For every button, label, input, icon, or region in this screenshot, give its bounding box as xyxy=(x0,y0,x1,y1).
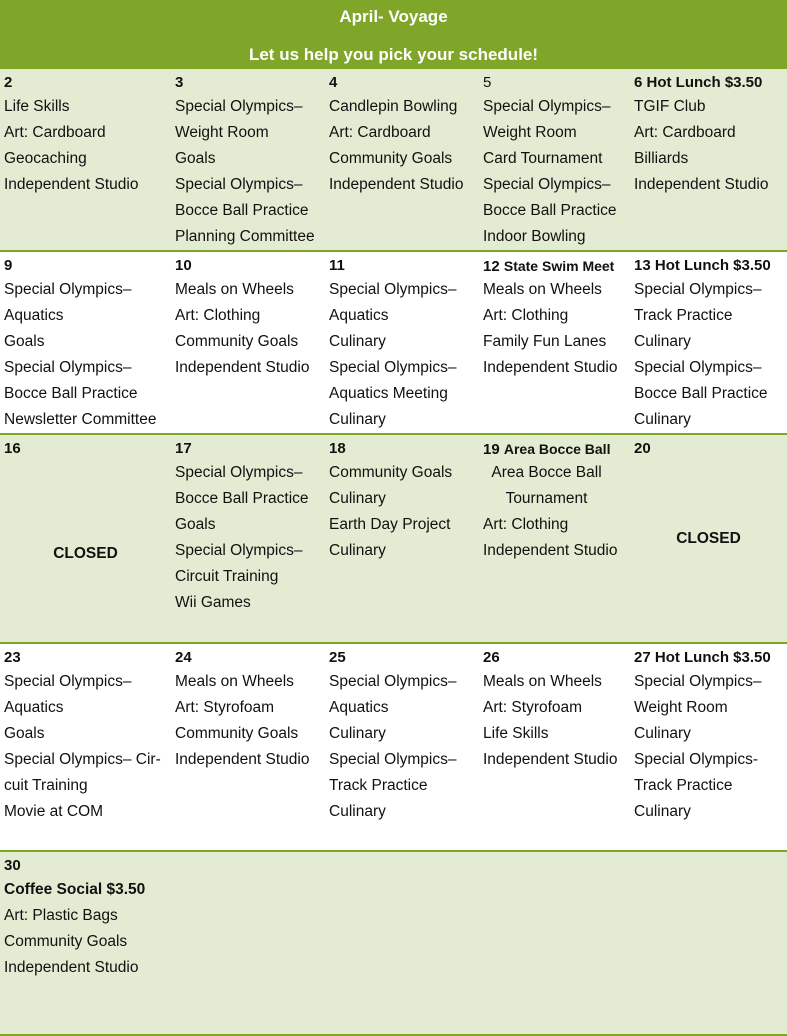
activity-item: Coffee Social $3.50 xyxy=(4,881,146,898)
activity-item: Circuit Training xyxy=(175,568,279,585)
day-number xyxy=(175,256,325,277)
day-cell-17 xyxy=(171,435,325,642)
day-number xyxy=(329,73,479,94)
activity-item: Culinary xyxy=(329,725,386,742)
activity-item: Art: Clothing xyxy=(175,307,261,324)
day-number-label: 12 xyxy=(483,258,500,275)
day-number xyxy=(483,256,630,277)
day-number xyxy=(175,73,325,94)
activity-item: Art: Styrofoam xyxy=(483,699,583,716)
day-number xyxy=(175,648,325,669)
day-cell-6 xyxy=(630,69,787,250)
activity-item: Community Goals xyxy=(329,150,453,167)
activity-item: Special Olympics– Cir- xyxy=(4,751,161,768)
week-row xyxy=(0,852,787,1036)
activity-item: Area Bocce Ball xyxy=(491,464,602,481)
activity-item: Meals on Wheels xyxy=(175,281,294,298)
activity-item: Independent Studio xyxy=(329,176,464,193)
activity-item: Special Olympics– xyxy=(329,751,457,768)
activity-item: Earth Day Project xyxy=(329,516,451,533)
activity-item: Planning Committee xyxy=(175,228,315,245)
day-cell-25 xyxy=(325,644,479,850)
activity-item: Art: Styrofoam xyxy=(175,699,275,716)
activity-item: Bocce Ball Practice xyxy=(634,385,768,402)
week-row xyxy=(0,252,787,435)
day-number-label: 16 xyxy=(4,440,21,457)
day-number-label: 30 xyxy=(4,857,21,874)
activity-item: Culinary xyxy=(634,725,691,742)
day-event-label: Hot Lunch $3.50 xyxy=(654,649,771,666)
day-number-label: 19 xyxy=(483,441,500,458)
day-number-label: 11 xyxy=(329,257,345,274)
activity-item: Family Fun Lanes xyxy=(483,333,607,350)
activity-item: Community Goals xyxy=(175,333,299,350)
day-number xyxy=(483,648,630,669)
activity-item: Life Skills xyxy=(4,98,70,115)
day-cell-10 xyxy=(171,252,325,433)
day-number xyxy=(329,256,479,277)
day-number xyxy=(634,256,787,277)
day-number xyxy=(329,648,479,669)
day-number-label: 20 xyxy=(634,440,651,457)
day-number-label: 4 xyxy=(329,74,338,91)
activity-item: Meals on Wheels xyxy=(483,673,602,690)
activity-item: Wii Games xyxy=(175,594,251,611)
activity-item: Independent Studio xyxy=(483,542,618,559)
activity-item: Aquatics xyxy=(329,307,389,324)
activity-item: Goals xyxy=(175,150,216,167)
activity-item: Special Olympics– xyxy=(329,359,457,376)
activity-item: Special Olympics– xyxy=(4,359,132,376)
activity-item: Special Olympics– xyxy=(175,176,303,193)
day-number-label: 17 xyxy=(175,440,192,457)
closed-label: CLOSED xyxy=(676,530,741,547)
day-cell-5 xyxy=(479,69,630,250)
day-number xyxy=(329,439,479,460)
day-number-label: 10 xyxy=(175,257,192,274)
day-number xyxy=(4,439,171,460)
activity-item: Billiards xyxy=(634,150,689,167)
calendar-subtitle: Let us help you pick your schedule! xyxy=(248,45,539,64)
week-row xyxy=(0,435,787,644)
day-number xyxy=(4,73,171,94)
activity-item: Art: Clothing xyxy=(483,516,569,533)
day-cell-13 xyxy=(630,252,787,433)
day-number xyxy=(634,439,787,460)
activity-item: Culinary xyxy=(634,411,691,428)
activity-item: Special Olympics– xyxy=(329,281,457,298)
activity-item: Bocce Ball Practice xyxy=(483,202,617,219)
day-cell-20 xyxy=(630,435,787,642)
activity-item: Goals xyxy=(175,516,216,533)
activity-item: Special Olympics- xyxy=(634,751,759,768)
activity-item: Goals xyxy=(4,333,45,350)
activity-item: Culinary xyxy=(634,803,691,820)
calendar-title: April- Voyage xyxy=(339,7,448,26)
day-number-label: 25 xyxy=(329,649,346,666)
day-number xyxy=(4,256,171,277)
activity-item: Movie at COM xyxy=(4,803,104,820)
activity-item: Tournament xyxy=(505,490,588,507)
closed-label: CLOSED xyxy=(53,545,118,562)
activity-item: Weight Room xyxy=(175,124,269,141)
day-number-label: 6 xyxy=(634,74,643,91)
day-number xyxy=(175,439,325,460)
activity-item: Special Olympics– xyxy=(634,281,762,298)
day-event-label: Hot Lunch $3.50 xyxy=(654,257,771,274)
activity-item: Meals on Wheels xyxy=(175,673,294,690)
activity-item: Special Olympics– xyxy=(634,359,762,376)
day-cell-9 xyxy=(0,252,171,433)
day-number-label: 9 xyxy=(4,257,13,274)
day-event-label: State Swim Meet xyxy=(503,258,615,274)
activity-item: Bocce Ball Practice xyxy=(175,202,309,219)
activity-item: Weight Room xyxy=(483,124,577,141)
day-cell-4 xyxy=(325,69,479,250)
day-number xyxy=(4,648,171,669)
day-number-label: 13 xyxy=(634,257,651,274)
activity-item: TGIF Club xyxy=(634,98,706,115)
activity-item: Meals on Wheels xyxy=(483,281,602,298)
activity-item: Independent Studio xyxy=(483,359,618,376)
activity-item: Culinary xyxy=(329,803,386,820)
activity-item: cuit Training xyxy=(4,777,88,794)
activity-item: Goals xyxy=(4,725,45,742)
activity-item: Art: Plastic Bags xyxy=(4,907,118,924)
activity-item: Bocce Ball Practice xyxy=(175,490,309,507)
day-number-label: 27 xyxy=(634,649,651,666)
day-number-label: 18 xyxy=(329,440,346,457)
activity-item: Special Olympics– xyxy=(175,542,303,559)
day-cell-19 xyxy=(479,435,630,642)
activity-item: Special Olympics– xyxy=(175,464,303,481)
activity-item: Art: Cardboard xyxy=(634,124,736,141)
activity-item: Independent Studio xyxy=(175,359,310,376)
activity-item: Special Olympics– xyxy=(175,98,303,115)
day-cell-27 xyxy=(630,644,787,850)
activity-item: Weight Room xyxy=(634,699,728,716)
activity-item: Independent Studio xyxy=(4,176,139,193)
activity-item: Community Goals xyxy=(175,725,299,742)
day-cell-24 xyxy=(171,644,325,850)
day-number-label: 26 xyxy=(483,649,500,666)
activity-item: Track Practice xyxy=(329,777,428,794)
activity-item: Independent Studio xyxy=(634,176,769,193)
day-cell-16 xyxy=(0,435,171,642)
activity-item: Aquatics xyxy=(4,307,64,324)
day-cell-2 xyxy=(0,69,171,250)
activity-item: Independent Studio xyxy=(175,751,310,768)
activity-item: Track Practice xyxy=(634,307,733,324)
week-row xyxy=(0,69,787,252)
activity-item: Aquatics xyxy=(329,699,389,716)
day-number xyxy=(483,439,630,460)
activity-item: Culinary xyxy=(329,411,386,428)
activity-item: Art: Cardboard xyxy=(4,124,106,141)
day-number xyxy=(634,73,787,94)
activity-item: Newsletter Committee xyxy=(4,411,157,428)
activity-item: Track Practice xyxy=(634,777,733,794)
activity-item: Culinary xyxy=(329,542,386,559)
activity-item: Culinary xyxy=(634,333,691,350)
day-cell-30 xyxy=(0,852,171,1034)
activity-item: Community Goals xyxy=(4,933,128,950)
calendar-header xyxy=(0,0,787,69)
activity-item: Culinary xyxy=(329,490,386,507)
activity-item: Special Olympics– xyxy=(4,673,132,690)
day-number-label: 23 xyxy=(4,649,21,666)
activity-item: Culinary xyxy=(329,333,386,350)
day-number-label: 5 xyxy=(483,74,492,91)
day-cell-11 xyxy=(325,252,479,433)
day-cell-3 xyxy=(171,69,325,250)
day-cell-23 xyxy=(0,644,171,850)
activity-item: Special Olympics– xyxy=(329,673,457,690)
day-number-label: 24 xyxy=(175,649,192,666)
activity-item: Community Goals xyxy=(329,464,453,481)
day-number xyxy=(483,73,630,94)
day-number xyxy=(4,856,171,877)
activity-item: Candlepin Bowling xyxy=(329,98,458,115)
activity-item: Art: Clothing xyxy=(483,307,569,324)
activity-item: Special Olympics– xyxy=(634,673,762,690)
activity-item: Special Olympics– xyxy=(4,281,132,298)
activity-item: Aquatics Meeting xyxy=(329,385,448,402)
day-cell-26 xyxy=(479,644,630,850)
activity-item: Independent Studio xyxy=(4,959,139,976)
day-event-label: Area Bocce Ball xyxy=(503,441,611,457)
week-row xyxy=(0,644,787,852)
activity-item: Special Olympics– xyxy=(483,98,611,115)
day-number-label: 3 xyxy=(175,74,184,91)
activity-item: Aquatics xyxy=(4,699,64,716)
day-cell-18 xyxy=(325,435,479,642)
day-event-label: Hot Lunch $3.50 xyxy=(646,74,763,91)
activity-item: Independent Studio xyxy=(483,751,618,768)
activity-item: Geocaching xyxy=(4,150,87,167)
day-number-label: 2 xyxy=(4,74,13,91)
day-cell-12 xyxy=(479,252,630,433)
activity-item: Art: Cardboard xyxy=(329,124,431,141)
activity-item: Bocce Ball Practice xyxy=(4,385,138,402)
activity-item: Card Tournament xyxy=(483,150,603,167)
activity-item: Indoor Bowling xyxy=(483,228,586,245)
day-number xyxy=(634,648,787,669)
activity-item: Life Skills xyxy=(483,725,549,742)
activity-item: Special Olympics– xyxy=(483,176,611,193)
